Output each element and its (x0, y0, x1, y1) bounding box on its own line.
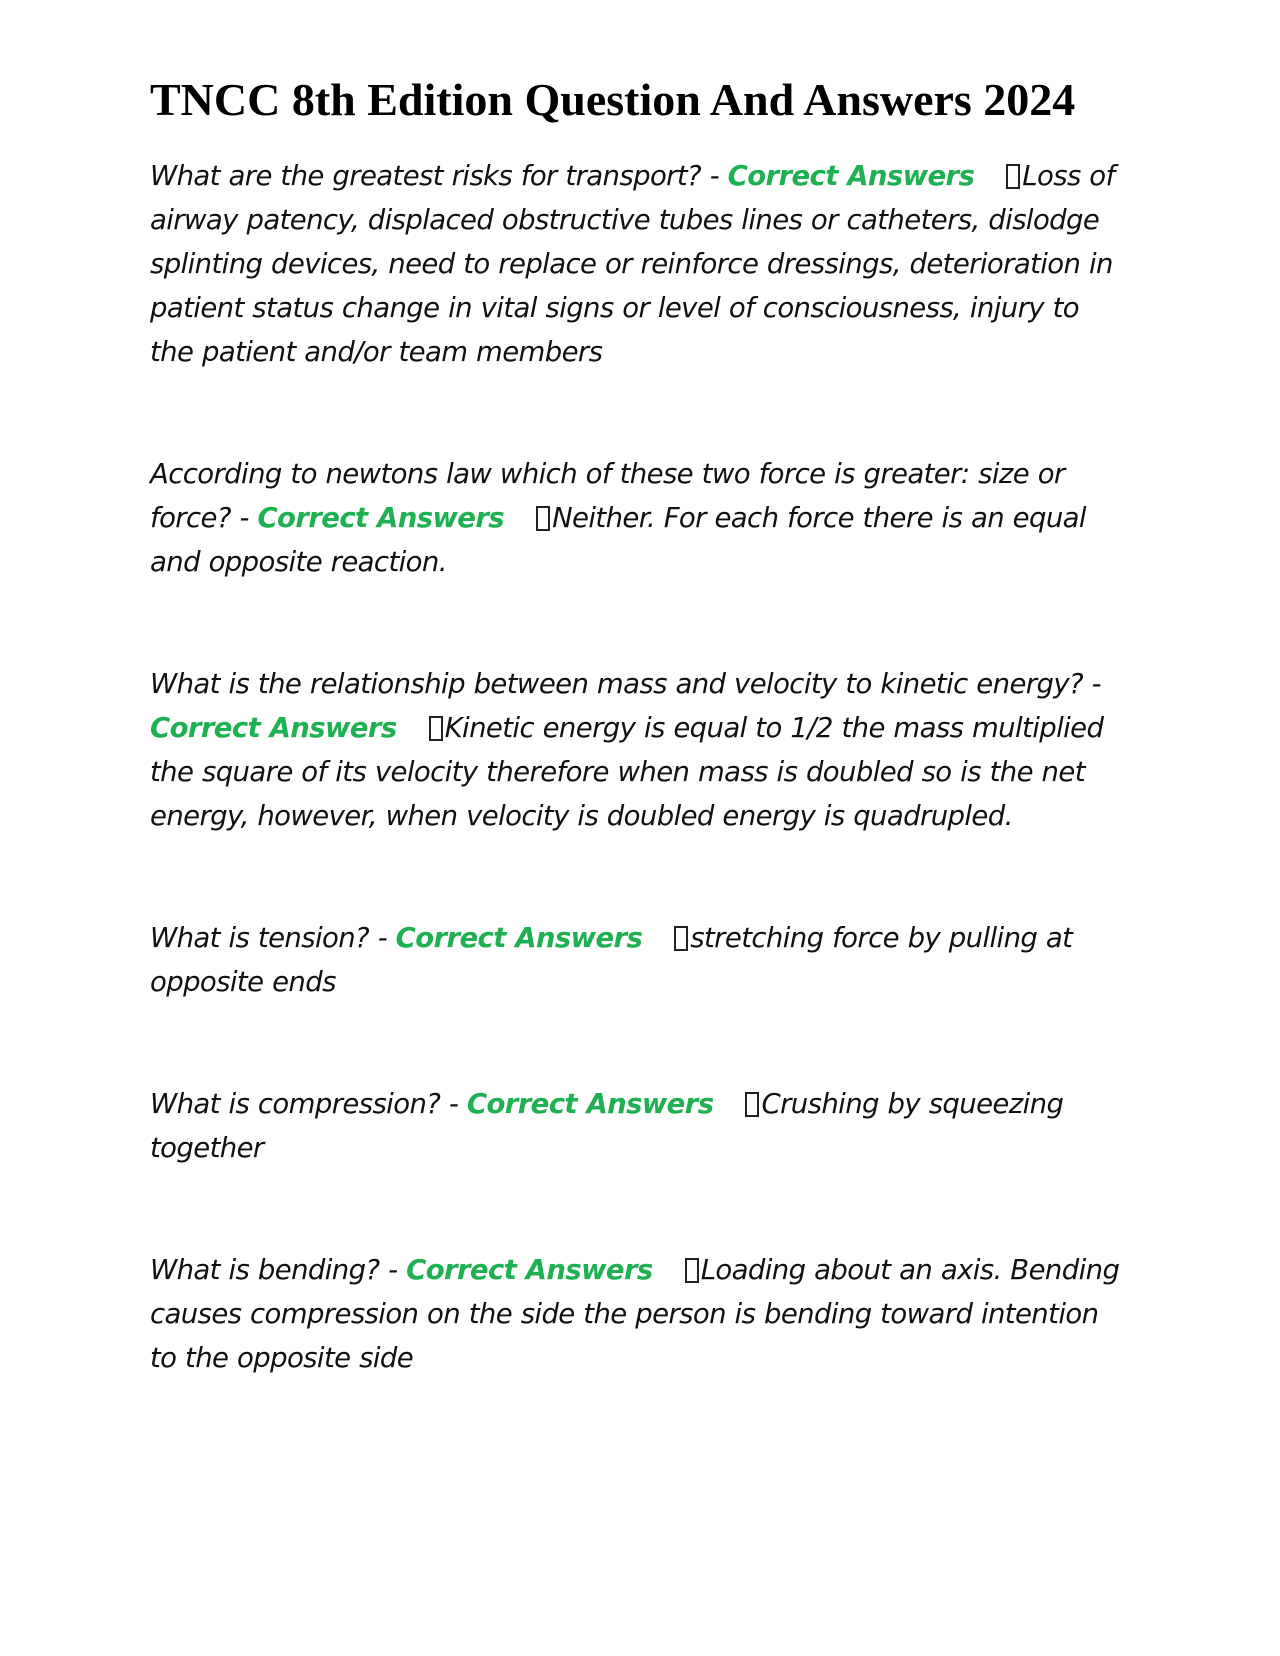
answer-text: stretching force by pulling at opposite ends (150, 922, 1073, 998)
separator: - (379, 1254, 407, 1286)
answer-text: Kinetic energy is equal to 1/2 the mass multiplied the square of its velocity therefore when mass is doubled so is the net energy, however, when velocity is doubled energy is quadrupled. (150, 712, 1104, 832)
correct-answers-label: Correct Answers (150, 712, 397, 744)
correct-answers-label: Correct Answers (466, 1088, 714, 1120)
separator: - (440, 1088, 467, 1120)
missing-glyph-icon (1006, 164, 1020, 189)
separator: - (1083, 668, 1101, 700)
answer-text: Crushing by squeezing together (150, 1088, 1064, 1164)
qa-item (150, 916, 1130, 1004)
separator: - (701, 160, 728, 192)
question-text: What are the greatest risks for transport? (150, 160, 702, 192)
separator: - (369, 922, 396, 954)
missing-glyph-icon (429, 716, 443, 741)
document-page (150, 72, 1130, 1458)
page-title: TNCC 8th Edition Question And Answers 2024 (150, 74, 1076, 125)
correct-answers-label: Correct Answers (727, 160, 975, 192)
qa-item (150, 154, 1130, 374)
missing-glyph-icon (674, 926, 688, 951)
answer-text: Loading about an axis. Bending causes compression on the side the person is bending toward intention to the opposite side (150, 1254, 1120, 1374)
question-text: What is tension? (150, 922, 370, 954)
question-text: What is compression? (150, 1088, 441, 1120)
correct-answers-label: Correct Answers (257, 502, 505, 534)
correct-answers-label: Correct Answers (406, 1254, 653, 1286)
qa-item (150, 452, 1130, 584)
question-text: What is the relationship between mass and velocity to kinetic energy? (150, 668, 1084, 700)
qa-item (150, 662, 1130, 838)
correct-answers-label: Correct Answers (395, 922, 643, 954)
answer-text: Neither. For each force there is an equal and opposite reaction. (150, 502, 1086, 578)
missing-glyph-icon (536, 506, 550, 531)
missing-glyph-icon (745, 1092, 759, 1117)
separator: - (230, 502, 258, 534)
missing-glyph-icon (685, 1258, 699, 1283)
qa-item (150, 1248, 1130, 1380)
question-text: What is bending? (150, 1254, 380, 1286)
qa-item (150, 1082, 1130, 1170)
question-text: According to newtons law which of these two force is greater: size or force? (150, 458, 1065, 534)
answer-text: Loss of airway patency, displaced obstructive tubes lines or catheters, dislodge splinting devices, need to replace or reinforce dressings, deterioration in patient status change in vital signs or level of consciousness, injury to the patient and/or team members (150, 160, 1115, 368)
